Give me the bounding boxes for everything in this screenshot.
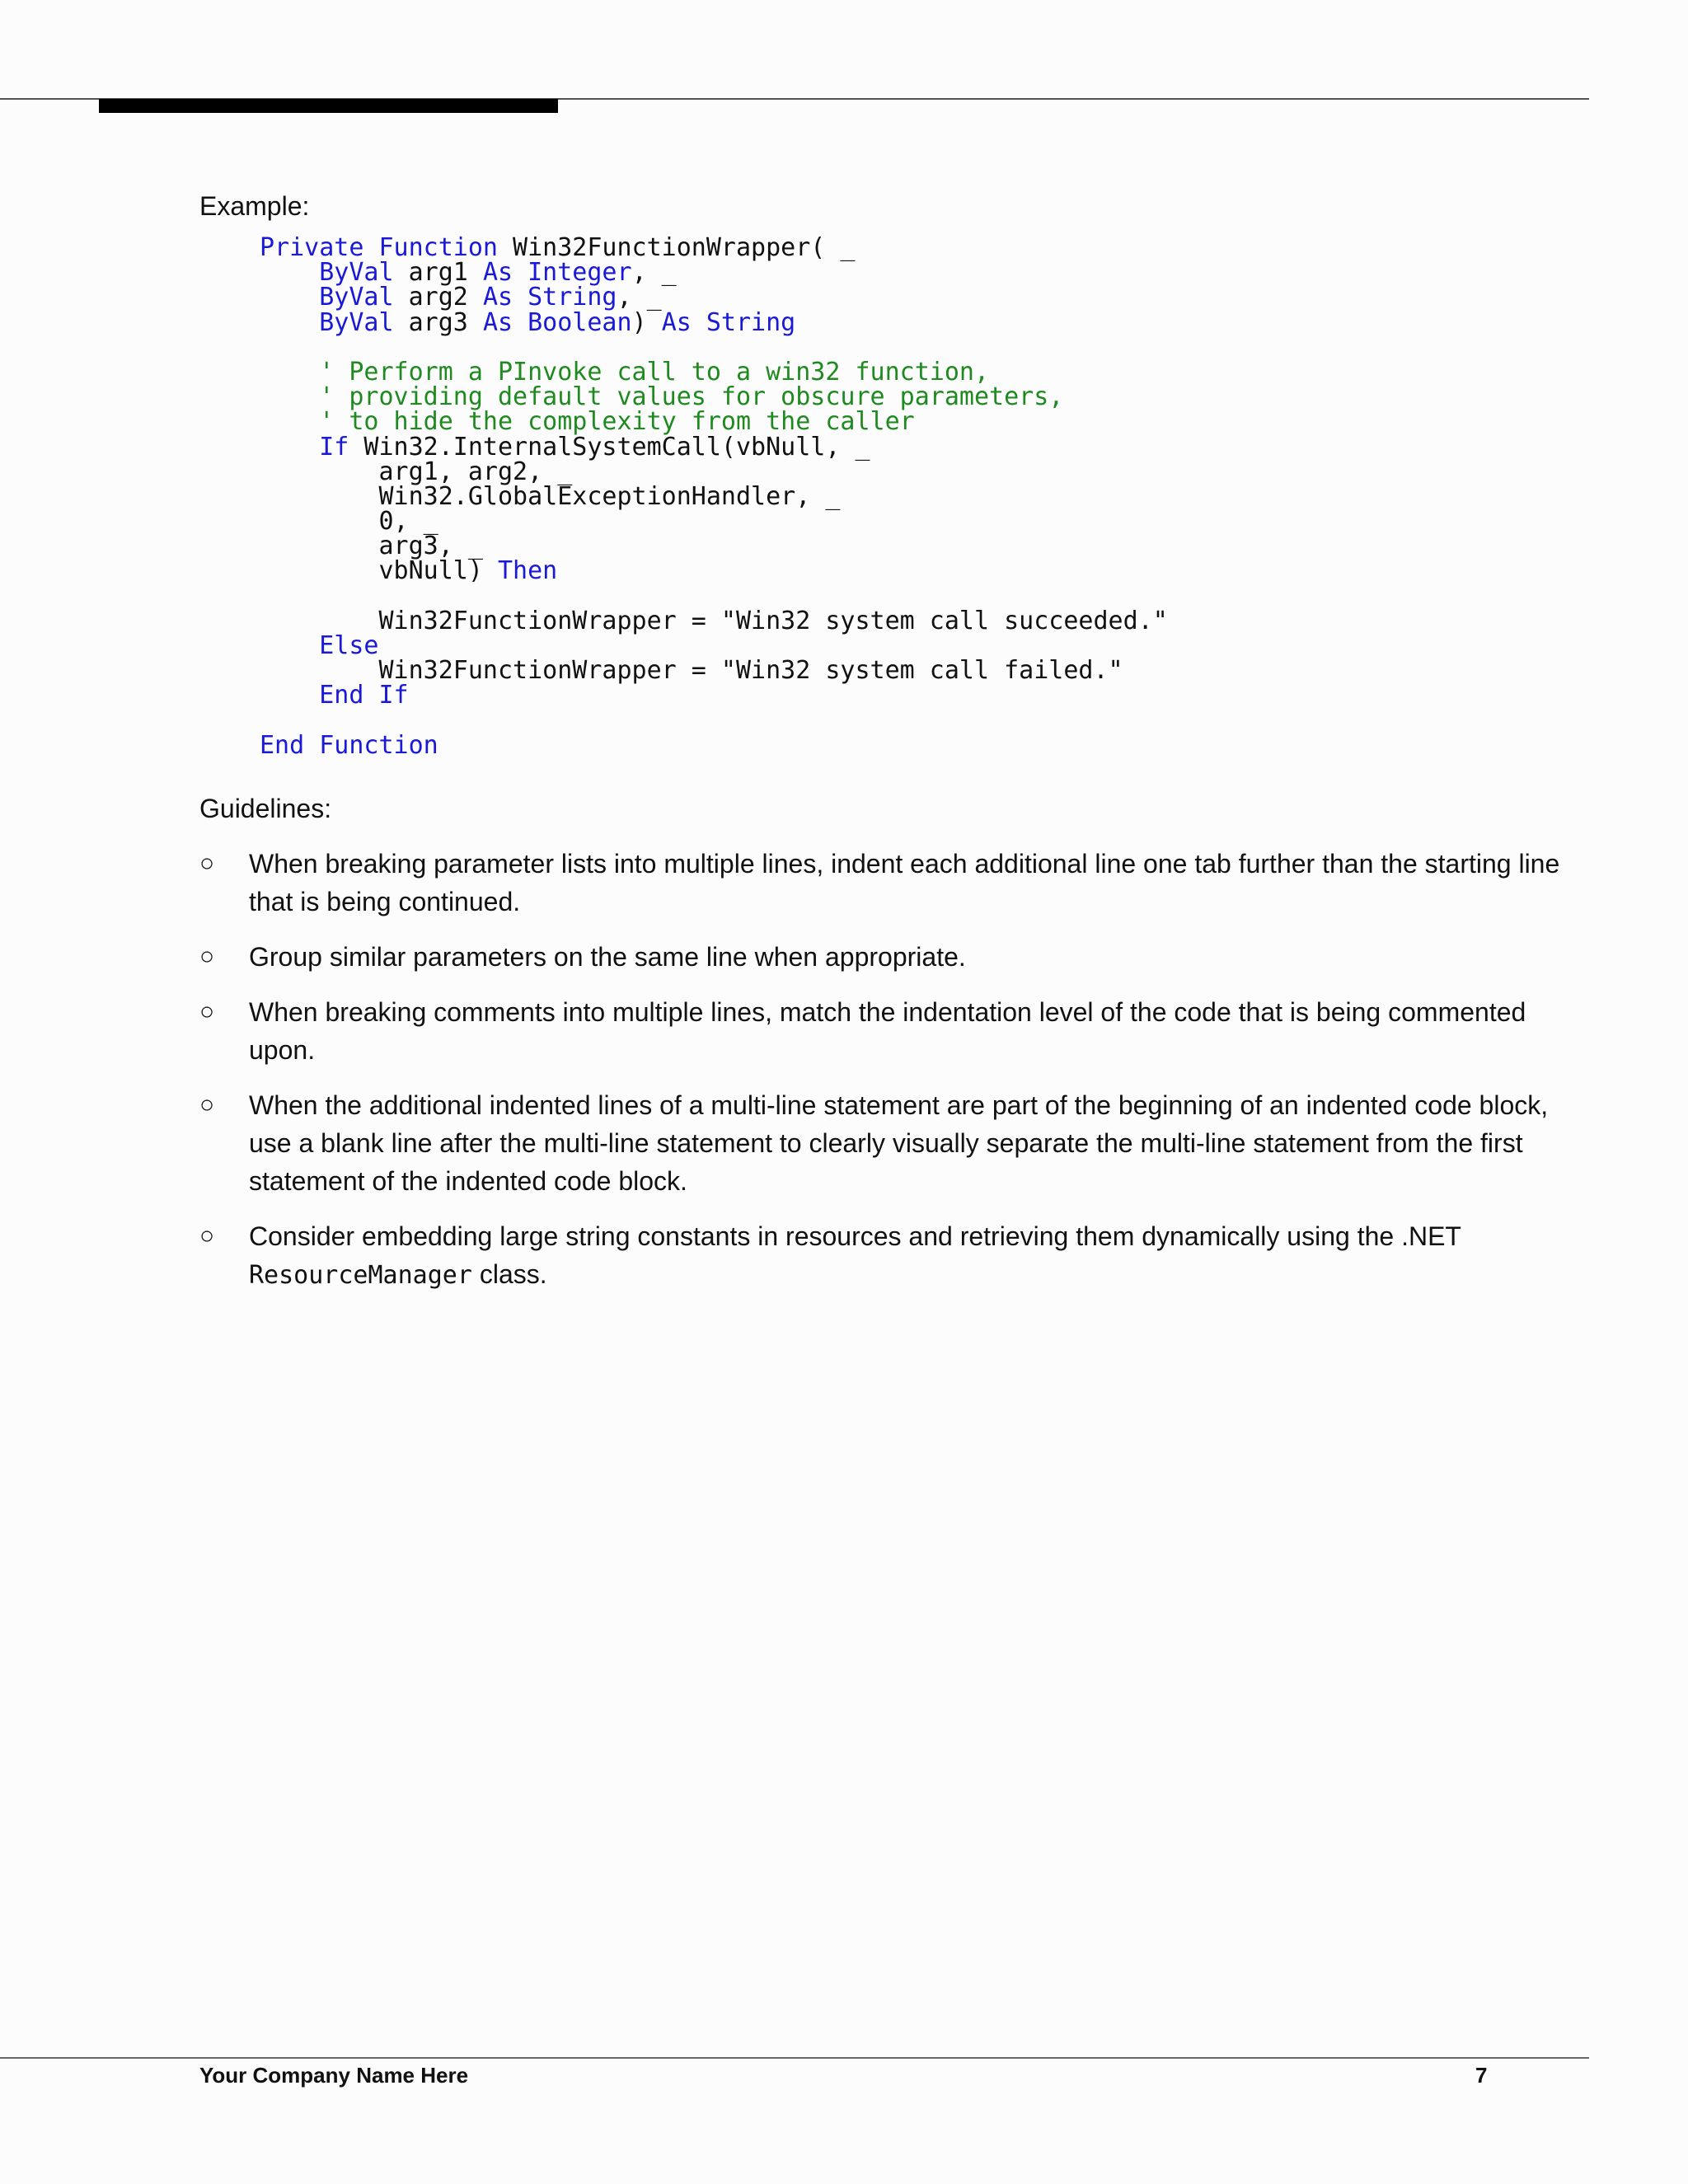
footer-rule [0, 2057, 1589, 2059]
guideline-text [249, 1221, 1461, 1289]
code-keyword: Then [497, 556, 558, 586]
code-line [260, 534, 1168, 559]
guideline-text: When the additional indented lines of a multi-line statement are part of the beginning of an indented code block, use a blank line after the multi-line statement to clearly visually separate the multi-line statement from the first statement of the indented code block. [249, 1090, 1549, 1196]
code-keyword: As String [661, 307, 796, 337]
code-line [260, 233, 1168, 262]
code-line [260, 631, 1168, 660]
code-text: Win32FunctionWrapper( _ [497, 233, 856, 262]
guideline-text-end: class. [479, 1259, 547, 1289]
code-line [260, 335, 1168, 360]
page-number: 7 [1475, 2063, 1488, 2088]
code-text: , _ [617, 283, 662, 312]
code-line [260, 709, 1168, 733]
code-text: arg3, _ [260, 532, 483, 561]
code-line [260, 258, 1168, 288]
guideline-item [199, 993, 1592, 1069]
code-text: arg1, arg2, _ [260, 457, 573, 486]
code-keyword: As Boolean [482, 307, 632, 337]
code-block [260, 233, 1168, 760]
code-text: arg2 [393, 283, 483, 312]
code-text: Win32FunctionWrapper = "Win32 system call failed." [260, 656, 1123, 686]
bullet-icon: ○ [199, 850, 215, 877]
guideline-item [199, 1217, 1592, 1295]
code-keyword: If [319, 432, 349, 462]
bullet-icon: ○ [199, 943, 215, 970]
code-comment: ' providing default values for obscure parameters, [260, 382, 1064, 412]
guideline-item [199, 845, 1592, 921]
code-text: ) [631, 307, 662, 337]
code-keyword: As Integer [482, 258, 632, 288]
code-line [260, 285, 1168, 310]
code-line [260, 556, 1168, 586]
code-line [260, 457, 1168, 486]
code-line [260, 432, 1168, 462]
code-line [260, 507, 1168, 537]
code-keyword: As String [482, 283, 617, 312]
guideline-item [199, 938, 1592, 976]
code-keyword: Else [319, 631, 379, 660]
bullet-icon: ○ [199, 1091, 215, 1118]
code-text: vbNull) [260, 556, 498, 586]
example-label: Example: [199, 191, 310, 221]
resource-manager-code: ResourceManager [249, 1261, 472, 1290]
code-line [260, 307, 1168, 337]
code-keyword: End Function [260, 730, 438, 760]
guidelines-label: Guidelines: [199, 794, 332, 823]
guidelines-list [199, 845, 1592, 1312]
code-text: Win32.GlobalExceptionHandler, _ [260, 481, 841, 511]
code-line [260, 683, 1168, 708]
code-comment: ' to hide the complexity from the caller [260, 407, 915, 437]
code-line [260, 357, 1168, 387]
code-line [260, 584, 1168, 609]
code-text: 0, _ [260, 507, 438, 537]
guideline-text-start: Consider embedding large string constants in resources and retrieving them dynamically using the .NET [249, 1221, 1461, 1251]
guideline-text: Group similar parameters on the same line when appropriate. [249, 942, 966, 972]
code-keyword: ByVal [319, 258, 394, 288]
code-line [260, 606, 1168, 635]
code-line [260, 407, 1168, 437]
code-line [260, 730, 1168, 760]
code-text: , _ [631, 258, 677, 288]
guideline-text: When breaking comments into multiple lines, match the indentation level of the code that is being commented upon. [249, 997, 1526, 1065]
code-keyword: ByVal [319, 283, 394, 312]
code-keyword: ByVal [319, 307, 394, 337]
code-keyword: Private Function [260, 233, 498, 262]
header-bar [99, 99, 558, 113]
code-text: Win32.InternalSystemCall(vbNull, _ [349, 432, 870, 462]
footer-company-name: Your Company Name Here [199, 2063, 469, 2088]
code-line [260, 656, 1168, 686]
bullet-icon: ○ [199, 1222, 215, 1249]
code-line [260, 382, 1168, 412]
guideline-text: When breaking parameter lists into multiple lines, indent each additional line one tab further than the starting line that is being continued. [249, 849, 1560, 916]
code-line [260, 481, 1168, 511]
bullet-icon: ○ [199, 998, 215, 1025]
code-text: arg1 [393, 258, 483, 288]
code-comment: ' Perform a PInvoke call to a win32 function, [260, 357, 990, 387]
code-keyword: End If [319, 681, 409, 710]
guideline-item [199, 1086, 1592, 1200]
code-text: Win32FunctionWrapper = "Win32 system call succeeded." [260, 606, 1168, 635]
code-text: arg3 [393, 307, 483, 337]
